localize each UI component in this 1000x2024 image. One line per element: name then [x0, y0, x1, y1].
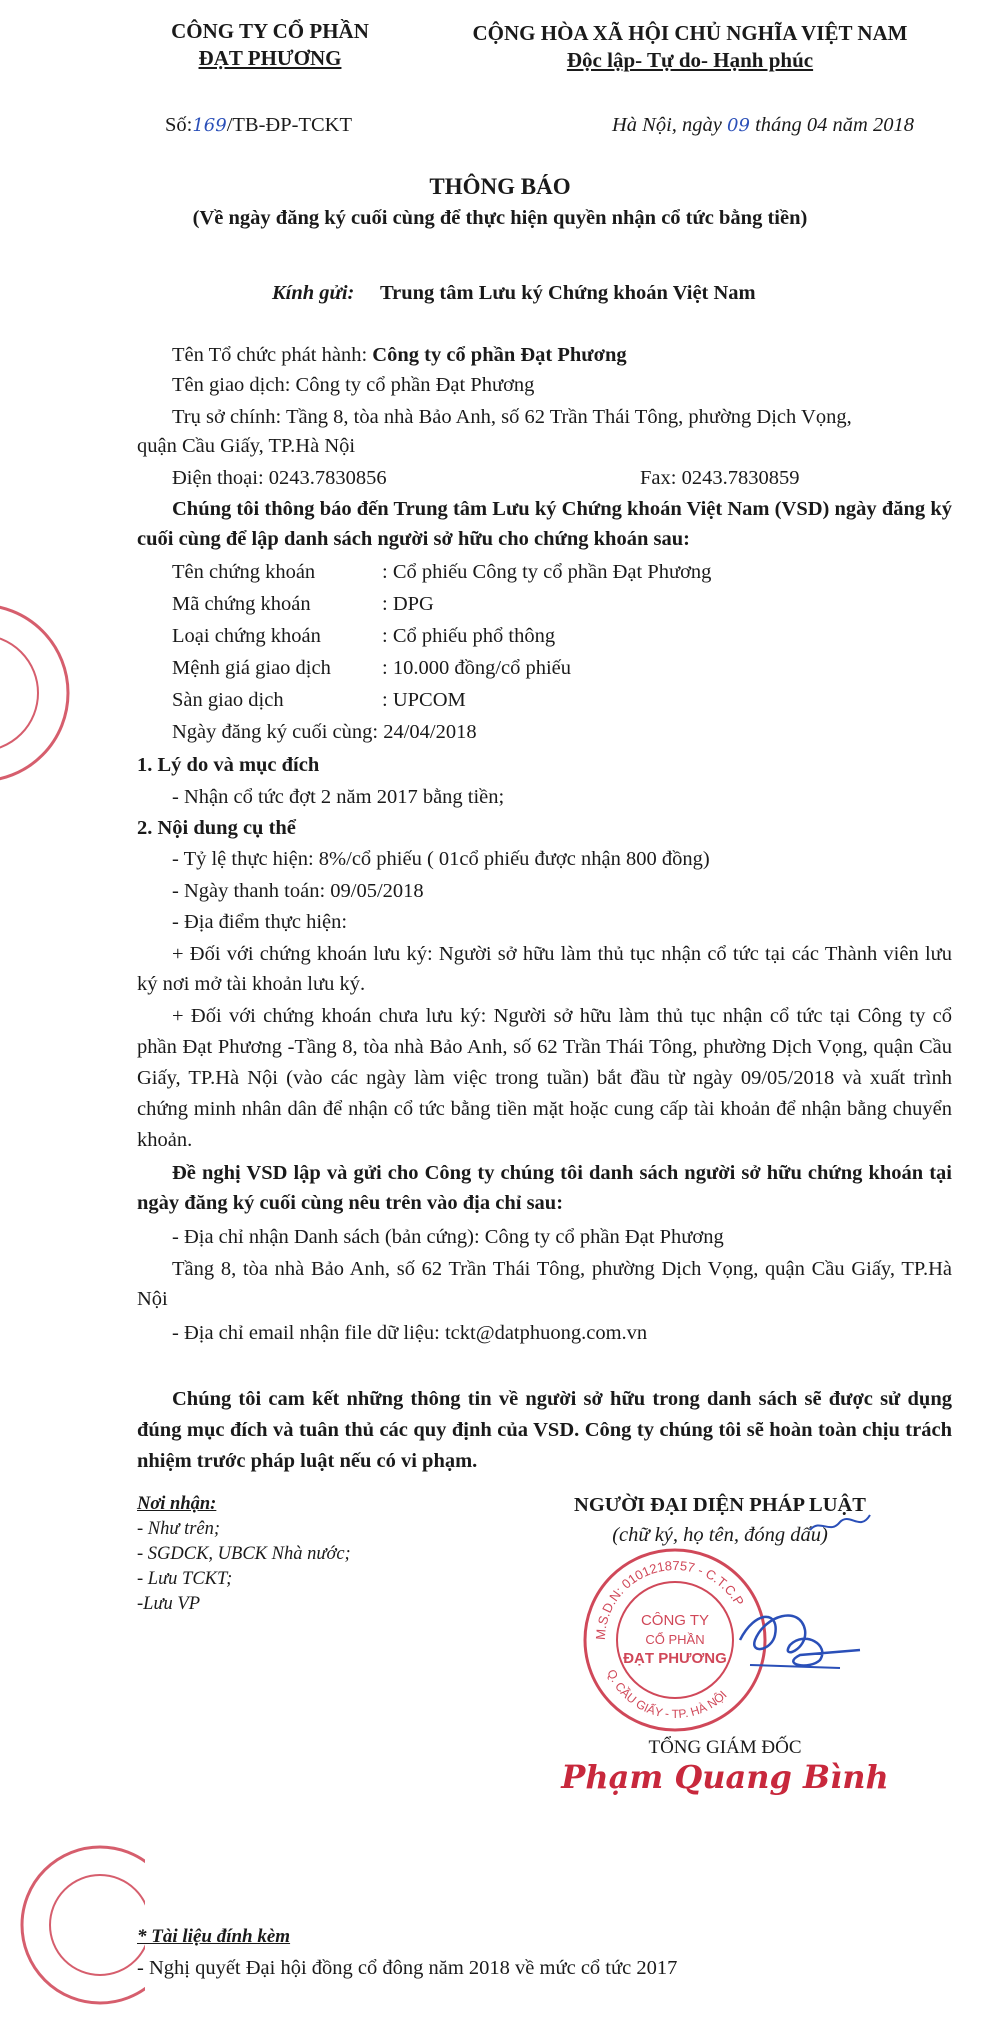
attachments-item: - Nghị quyết Đại hội đồng cổ đông năm 2018 về mức cổ tức 2017 [137, 1957, 678, 1979]
commitment-text: Chúng tôi cam kết những thông tin về người sở hữu trong danh sách sẽ được sử dụng đúng mục đích và tuân thủ các quy định của VSD. Công ty chúng tôi sẽ hoàn toàn chịu trách nhiệm trước pháp luật nếu có vi phạm. [137, 1388, 952, 1472]
issuer-trade-name: Tên giao dịch: Công ty cổ phần Đạt Phương [172, 374, 535, 396]
recipients-heading: Nơi nhận: [137, 1494, 217, 1514]
request-address: Tầng 8, tòa nhà Bảo Anh, số 62 Trần Thái Tông, phường Dịch Vọng, quận Cầu Giấy, TP.Hà Nội [137, 1258, 952, 1310]
document-title: THÔNG BÁO [429, 174, 571, 199]
company-name-line2: ĐẠT PHƯƠNG [198, 46, 342, 70]
doc-number-handwritten: 169 [192, 115, 227, 136]
signature-scribble [720, 1570, 870, 1680]
section1-heading: 1. Lý do và mục đích [137, 754, 320, 776]
stamp-line2: CỔ PHẦN [645, 1632, 705, 1647]
section2-place: - Địa điểm thực hiện: [172, 911, 348, 933]
issuer-hq-line2: quận Cầu Giấy, TP.Hà Nội [137, 435, 356, 457]
issuer-name: Tên Tổ chức phát hành: Công ty cổ phần Đạt Phương [172, 344, 627, 366]
section1-item: - Nhận cổ tức đợt 2 năm 2017 bằng tiền; [172, 786, 505, 808]
record-date: Ngày đăng ký cuối cùng: 24/04/2018 [172, 721, 477, 743]
request-hardcopy: - Địa chỉ nhận Danh sách (bản cứng): Công ty cổ phần Đạt Phương [172, 1226, 724, 1248]
issuer-fax: Fax: 0243.7830859 [640, 467, 800, 489]
recipient-item: - Lưu TCKT; [137, 1569, 233, 1589]
initial-scribble [805, 1510, 875, 1540]
securities-row: Mệnh giá giao dịch : 10.000 đồng/cổ phiếu [172, 657, 572, 679]
document-number: Số:169/TB-ĐP-TCKT [165, 114, 352, 136]
recipients-block [137, 1492, 351, 1617]
issuer-hq-line1: Trụ sở chính: Tầng 8, tòa nhà Bảo Anh, số 62 Trần Thái Tông, phường Dịch Vọng, [172, 406, 852, 428]
document-subtitle: (Về ngày đăng ký cuối cùng để thực hiện quyền nhận cổ tức bằng tiền) [192, 207, 808, 229]
partial-stamp-bottom-left [20, 1835, 145, 2015]
section2-rate: - Tỷ lệ thực hiện: 8%/cổ phiếu ( 01cổ phiếu được nhận 800 đồng) [172, 848, 710, 870]
section2-deposited: + Đối với chứng khoán lưu ký: Người sở hữu làm thủ tục nhận cổ tức tại các Thành viên lưu ký nơi mở tài khoản lưu ký. [137, 943, 952, 995]
recipient-line: Kính gửi: Trung tâm Lưu ký Chứng khoán Việt Nam [272, 282, 756, 304]
stamp-line1: CÔNG TY [640, 1612, 710, 1629]
section2-not-deposited: + Đối với chứng khoán chưa lưu ký: Người sở hữu làm thủ tục nhận cổ tức tại Công ty cổ phần Đạt Phương -Tầng 8, tòa nhà Bảo Anh, số 62 Trần Thái Tông, phường Dịch Vọng, quận Cầu Giấy, TP.Hà Nội (vào các ngày làm việc trong tuần) bắt đầu từ ngày 09/05/2018 và xuất trình chứng minh nhân dân để nhận cổ tức bằng tiền mặt hoặc cung cấp tài khoản để nhận bằng chuyển khoản. [137, 1005, 952, 1151]
document-date: Hà Nội, ngày 09 tháng 04 năm 2018 [612, 114, 914, 136]
stamp-ring-text: M.S.D.N: 0101218757 - C.T.C.P [592, 1557, 748, 1641]
securities-list [172, 557, 912, 747]
nation-motto-line1: CỘNG HÒA XÃ HỘI CHỦ NGHĨA VIỆT NAM [472, 21, 908, 45]
signature-note: (chữ ký, họ tên, đóng dấu) [612, 1524, 828, 1546]
securities-row: Tên chứng khoán : Cổ phiếu Công ty cổ phần Đạt Phương [172, 561, 712, 583]
recipient-item: - Như trên; [137, 1519, 221, 1539]
issuer-phone: Điện thoại: 0243.7830856 [172, 467, 387, 489]
section2-payment-date: - Ngày thanh toán: 09/05/2018 [172, 880, 424, 902]
signature-name: Phạm Quang Bình [561, 1758, 889, 1796]
request-text: Đề nghị VSD lập và gửi cho Công ty chúng tôi danh sách người sở hữu chứng khoán tại ngày đăng ký cuối cùng nêu trên vào địa chỉ sau: [137, 1162, 952, 1214]
company-name-line1: CÔNG TY CỔ PHẦN [171, 19, 369, 43]
recipient-item: -Lưu VP [137, 1594, 201, 1614]
attachments-heading: * Tài liệu đính kèm [137, 1926, 291, 1947]
recipient-item: - SGDCK, UBCK Nhà nước; [137, 1544, 351, 1564]
signature-position: TỔNG GIÁM ĐỐC [648, 1737, 802, 1758]
nation-motto-line2: Độc lập- Tự do- Hạnh phúc [566, 48, 814, 72]
date-day-handwritten: 09 [727, 115, 750, 136]
securities-row: Sàn giao dịch : UPCOM [172, 689, 466, 711]
section2-heading: 2. Nội dung cụ thể [137, 817, 296, 839]
signature-title: NGƯỜI ĐẠI DIỆN PHÁP LUẬT [574, 1494, 866, 1516]
stamp-line3: ĐẠT PHƯƠNG [623, 1650, 727, 1667]
stamp-bottom-text: Q. CẦU GIẤY - TP. HÀ NỘI [604, 1667, 730, 1722]
notice-intro: Chúng tôi thông báo đến Trung tâm Lưu ký Chứng khoán Việt Nam (VSD) ngày đăng ký cuối cùng để lập danh sách người sở hữu cho chứng khoán sau: [137, 498, 952, 550]
request-email: - Địa chỉ email nhận file dữ liệu: tckt@datphuong.com.vn [172, 1322, 648, 1344]
securities-row: Loại chứng khoán : Cổ phiếu phổ thông [172, 625, 556, 647]
securities-row: Mã chứng khoán : DPG [172, 593, 434, 615]
partial-stamp-left-mid [0, 598, 70, 788]
